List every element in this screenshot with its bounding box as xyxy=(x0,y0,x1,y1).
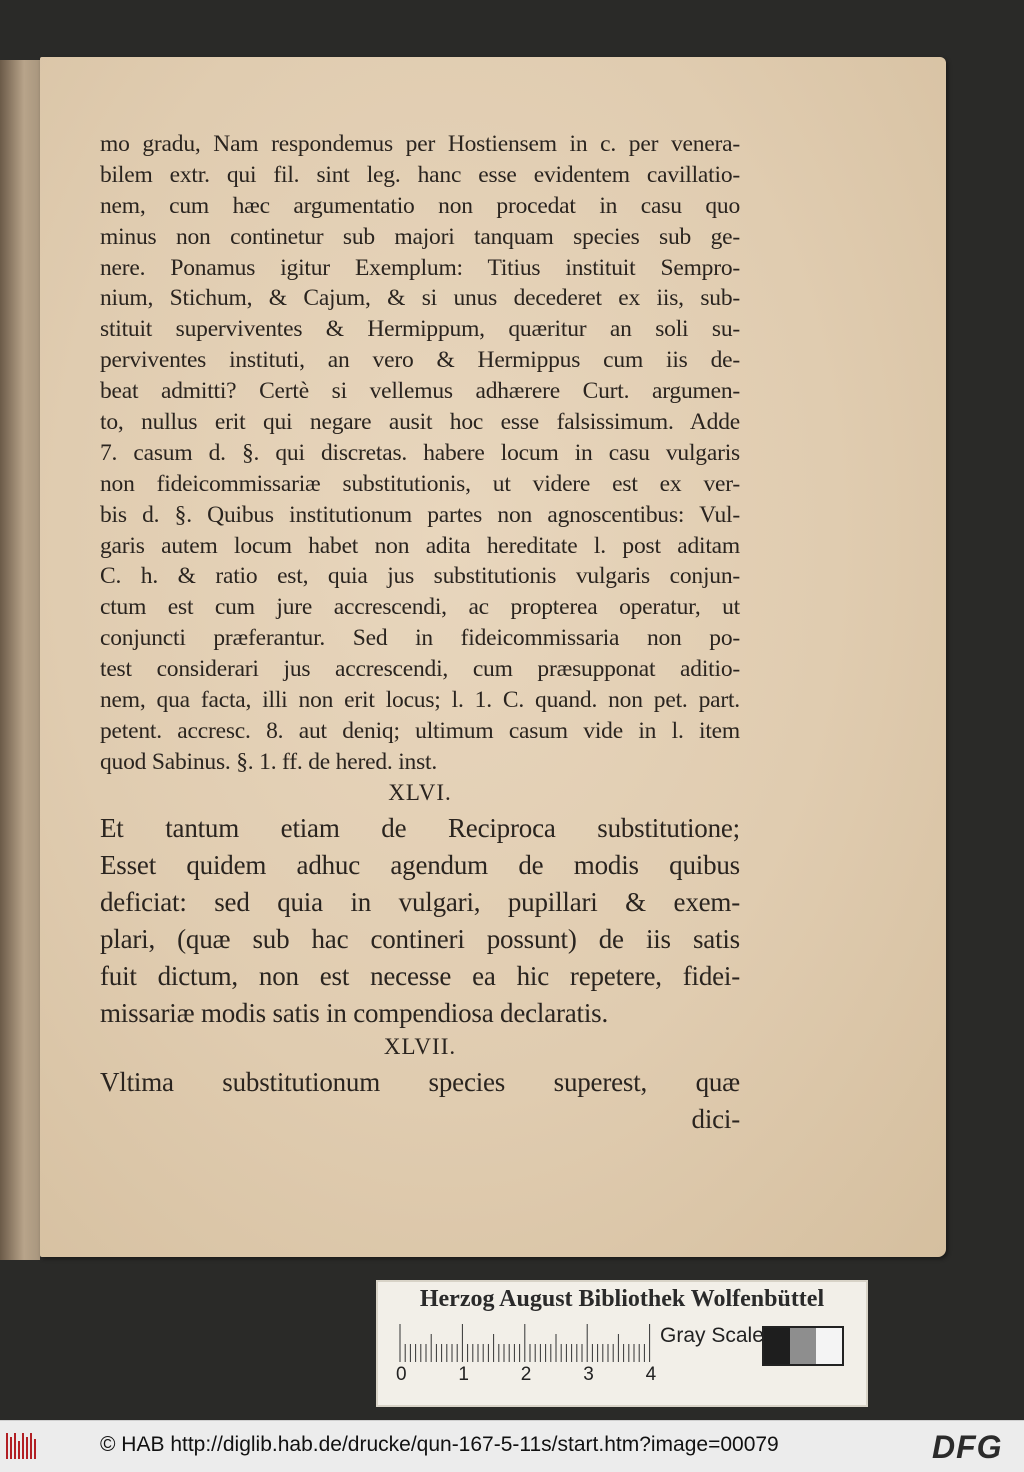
hab-logo-icon xyxy=(6,1433,40,1459)
gray-scale-swatches xyxy=(762,1326,844,1366)
paragraph-1 xyxy=(100,129,740,778)
footer-bar xyxy=(0,1420,1024,1472)
paragraph-3-line: Vltima substitutionum species superest, quæ xyxy=(100,1066,740,1097)
text-line: to, nullus erit qui negare ausit hoc esse falsissimum. Adde xyxy=(100,409,740,436)
ruler-number: 3 xyxy=(583,1364,594,1385)
ruler-number: 0 xyxy=(396,1364,407,1385)
text-line: Et tantum etiam de Reciproca substitutione; xyxy=(100,812,740,843)
book-page xyxy=(40,57,946,1257)
text-line: C. h. & ratio est, quia jus substitutionis vulgaris conjun- xyxy=(100,563,740,590)
text-line: deficiat: sed quia in vulgari, pupillari & exem- xyxy=(100,886,740,917)
text-line: bilem extr. qui fil. sint leg. hanc esse evidentem cavillatio- xyxy=(100,161,740,188)
copyright-url[interactable]: © HAB http://diglib.hab.de/drucke/qun-167-5-11s/start.htm?image=00079 xyxy=(100,1433,779,1456)
text-line: petent. accresc. 8. aut deniq; ultimum casum vide in l. item xyxy=(100,717,740,744)
paragraph-2 xyxy=(100,810,740,1032)
page-text xyxy=(100,129,740,1138)
library-name: Herzog August Bibliothek Wolfenbüttel xyxy=(419,1286,825,1312)
text-line: mo gradu, Nam respondemus per Hostiensem in c. per venera- xyxy=(100,131,740,157)
text-line: stituit superviventes & Hermippum, quæritur an soli su- xyxy=(100,316,740,343)
dfg-logo: DFG xyxy=(932,1429,1003,1465)
ruler-number: 2 xyxy=(520,1364,532,1385)
text-line: beat admitti? Certè si vellemus adhærere Curt. argumen- xyxy=(100,378,740,405)
section-heading-46: XLVI. xyxy=(388,779,452,805)
text-line: 7. casum d. §. qui discretas. habere locum in casu vulgaris xyxy=(100,439,740,466)
text-line: plari, (quæ sub hac contineri possunt) de iis satis xyxy=(100,923,740,954)
text-line: ctum est cum jure accrescendi, ac propterea operatur, ut xyxy=(100,594,740,621)
previous-page-edge xyxy=(0,60,40,1260)
text-line: conjuncti præferantur. Sed in fideicommissaria non po- xyxy=(100,625,740,652)
ruler-number: 1 xyxy=(458,1364,469,1385)
text-line: fuit dictum, non est necesse ea hic repetere, fidei- xyxy=(100,960,740,991)
ruler-number: 4 xyxy=(645,1364,657,1385)
text-line: nem, qua facta, illi non erit locus; l. 1. C. quand. non pet. part. xyxy=(100,687,740,714)
text-line: nium, Stichum, & Cajum, & si unus decederet ex iis, sub- xyxy=(100,285,740,312)
text-line: perviventes instituti, an vero & Hermippus cum iis de- xyxy=(100,347,740,374)
library-color-target xyxy=(376,1280,868,1407)
gray-scale-label: Gray Scale xyxy=(660,1324,764,1347)
section-heading-47: XLVII. xyxy=(383,1033,457,1059)
text-line: bis d. §. Quibus institutionum partes non agnoscentibus: Vul- xyxy=(100,501,740,528)
text-line: Esset quidem adhuc agendum de modis quibus xyxy=(100,849,740,880)
catchword: dici- xyxy=(691,1103,740,1134)
measurement-ruler xyxy=(396,1322,656,1362)
text-line: minus non continetur sub majori tanquam species sub ge- xyxy=(100,223,740,250)
text-line: non fideicommissariæ substitutionis, ut videre est ex ver- xyxy=(100,470,740,497)
text-line: garis autem locum habet non adita hereditate l. post aditam xyxy=(100,532,740,559)
text-line: test considerari jus accrescendi, cum præsupponat aditio- xyxy=(100,656,740,683)
text-line: quod Sabinus. §. 1. ff. de hered. inst. xyxy=(100,748,438,775)
text-line: nere. Ponamus igitur Exemplum: Titius instituit Sempro- xyxy=(100,254,740,281)
text-line: missariæ modis satis in compendiosa declaratis. xyxy=(100,997,609,1028)
text-line: nem, cum hæc argumentatio non procedat in casu quo xyxy=(100,192,740,219)
